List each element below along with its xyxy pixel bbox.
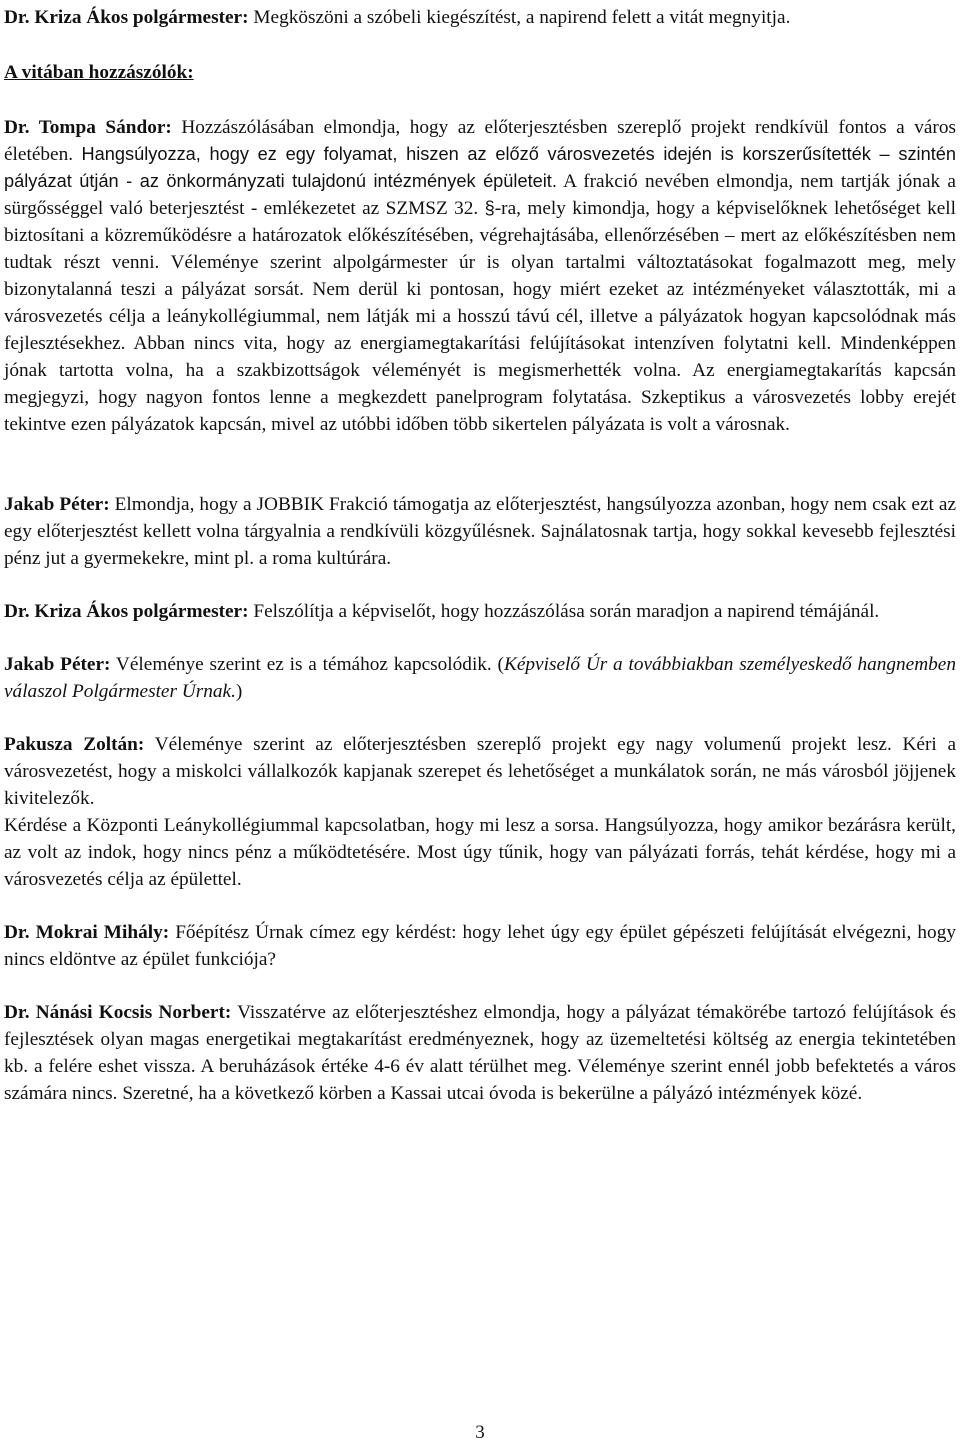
paragraph-text: Visszatérve az előterjesztéshez elmondja, hogy a pályázat témakörébe tartozó felújítások és fejlesztések olyan magas energetikai megtakarítást eredményeznek, hogy az üzemeltetési költség az energia tekintetében kb. a felére eshet vissza. A beruházások értéke 4-6 év alatt térülhet meg. Véleménye szerint ennél jobb befektetés a város számára nincs. Szeretné, ha a következő körben a Kassai utcai óvoda is bekerülne a pályázó intézmények közé. — [4, 1002, 956, 1104]
paragraph-text: -ra, mely kimondja, hogy a képviselőknek lehetőséget kell biztosítani a közreműködésre a határozatok előkészítésében, végrehajtásába, ellenőrzésében – mert az előkészítésben nem tudtak részt venni. Véleménye szerint alpolgármester úr is olyan tartalmi változtatásokat fogalmazott meg, mely bizonytalanná teszi a pályázat sorsát. Nem derül ki pontosan, hogy miért ezeket az intézményeket választották, mi a városvezetés célja a leánykollégiummal, nem látják mi a hosszú távú cél, illetve a pályázatok hogyan kapcsolódnak más fejlesztésekhez. Abban nincs vita, hogy az energiamegtakarítási felújításokat intenzíven folytatni kell. Mindenképpen jónak tartotta volna, ha a szakbizottságok véleményét is megismerhették volna. Az energiamegtakarítás kapcsán megjegyzi, hogy nagyon fontos lenne a megkezdett panelprogram folytatása. Szkeptikus a városvezetés lobby erejét tekintve ezen pályázatok kapcsán, mivel az utóbbi időben több sikertelen pályázata is volt a városnak. — [4, 198, 956, 435]
speaker-name: Dr. Kriza Ákos polgármester: — [4, 601, 249, 622]
paragraph-nanasi — [4, 999, 956, 1107]
speaker-name: Dr. Tompa Sándor: — [4, 117, 172, 138]
speaker-name: Pakusza Zoltán: — [4, 734, 145, 755]
paragraph-pakusza-2: Kérdése a Központi Leánykollégiummal kapcsolatban, hogy mi lesz a sorsa. Hangsúlyozza, hogy amikor bezárásra került, az volt az indok, hogy nincs pénz a működtetésére. Most úgy tűnik, hogy van pályázati forrás, tehát kérdése, hogy mi a városvezetés célja az épülettel. — [4, 815, 956, 890]
paragraph-tompa — [4, 114, 956, 438]
paragraph-text: Elmondja, hogy a JOBBIK Frakció támogatja az előterjesztést, hangsúlyozza azonban, hogy nem csak ezt az egy előterjesztést kellett volna tárgyalnia a rendkívüli közgyűlésnek. Sajnálatosnak tartja, hogy sokkal kevesebb fejlesztési pénz jut a gyermekekre, mint pl. a roma kultúrára. — [4, 494, 956, 569]
paragraph-jakab-2 — [4, 651, 956, 705]
paragraph-text: Véleménye szerint az előterjesztésben szereplő projekt egy nagy volumenű projekt lesz. Kéri a városvezetést, hogy a miskolci vállalkozók kapjanak szerepet és lehetőséget a munkálatok során, ne más városból jöjjenek kivitelezők. — [4, 734, 957, 809]
paragraph-jakab-1 — [4, 491, 956, 572]
paragraph-kriza-2 — [4, 598, 956, 625]
italic-remark: Képviselő Úr a továbbiakban személyeskedő hangnemben válaszol Polgármester Úrnak. — [4, 654, 956, 702]
document-page — [4, 4, 956, 1107]
paragraph-text: Véleménye szerint ez is a témához kapcsolódik. ( — [110, 654, 504, 675]
speaker-name: Dr. Mokrai Mihály: — [4, 922, 170, 943]
page-number: 3 — [475, 1422, 485, 1443]
speaker-name: Jakab Péter: — [4, 494, 110, 515]
section-sign: § — [484, 198, 495, 218]
paragraph-pakusza — [4, 731, 956, 812]
speaker-name: Dr. Nánási Kocsis Norbert: — [4, 1002, 232, 1023]
paragraph-mokrai — [4, 919, 956, 973]
speaker-name: Dr. Kriza Ákos polgármester: — [4, 7, 249, 28]
paragraph-text: Főépítész Úrnak címez egy kérdést: hogy lehet úgy egy épület gépészeti felújítását elvégezni, hogy nincs eldöntve az épület funkciója? — [4, 922, 956, 970]
speaker-name: Jakab Péter: — [4, 654, 111, 675]
paragraph-text: A frakció nevében elmondja, nem tartják jónak a sürgősséggel való beterjesztést - emlékezetet az SZMSZ 32. — [4, 171, 956, 219]
paragraph-text: Megköszöni a szóbeli kiegészítést, a napirend felett a vitát megnyitja. — [248, 7, 791, 28]
paragraph-text: ) — [235, 681, 243, 702]
paragraph-kriza-1 — [4, 4, 956, 31]
paragraph-text: Hozzászólásában elmondja, hogy az előterjesztésben szereplő projekt rendkívül fontos a város életében. — [4, 117, 956, 165]
section-heading: A vitában hozzászólók: — [4, 62, 194, 83]
paragraph-text: Felszólítja a képviselőt, hogy hozzászólása során maradjon a napirend témájánál. — [248, 601, 880, 622]
paragraph-text-sans: Hangsúlyozza, hogy ez egy folyamat, hiszen az előző városvezetés idején is korszerűsítették – szintén pályázat útján - az önkormányzati tulajdonú intézmények épületeit. — [4, 144, 956, 191]
